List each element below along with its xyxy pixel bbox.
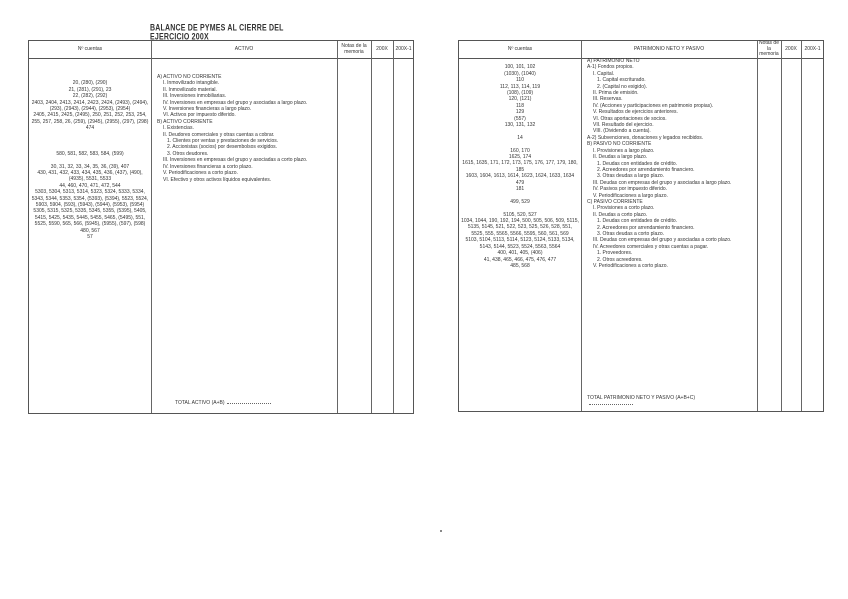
account-code: 57 (87, 234, 93, 241)
balance-line: III. Inversiones en empresas del grupo y asociadas a corto plazo. (163, 157, 308, 164)
account-code: 480, 567 (80, 227, 100, 234)
total-activo: TOTAL ACTIVO (A+B) (175, 400, 271, 406)
dotted-leader (227, 403, 271, 404)
header-account: Nº cuentas (507, 45, 533, 52)
header-pasivo: PATRIMONIO NETO Y PASIVO (633, 45, 705, 52)
account-code: 5103, 5104, 5113, 5114, 5123, 5124, 5133, 5134, 5143, 5144, 5523, 5524, 5563, 5564 (465, 237, 575, 250)
account-code: 580, 581, 582, 583, 584, (599) (56, 150, 124, 157)
account-code: (1030), (1040) (504, 70, 536, 77)
account-code: 100, 101, 102 (504, 64, 536, 71)
header-account: Nº cuentas (77, 45, 103, 52)
pasivo-header (459, 41, 823, 59)
balance-line: VII. Resultado del ejercicio. (593, 122, 654, 129)
header-prev-year: 200X-1 (804, 45, 821, 52)
account-code: 14 (517, 134, 523, 141)
balance-line: IV. (Acciones y participaciones en patrimonio propias). (593, 102, 714, 109)
account-code: 479 (515, 179, 525, 186)
page-title: BALANCE DE PYMES AL CIERRE DEL EJERCICIO 200X (150, 24, 284, 43)
balance-line: VI. Otras aportaciones de socios. (593, 115, 667, 122)
balance-line: V. Periodificaciones a largo plazo. (593, 192, 668, 199)
header-year: 200X (376, 45, 388, 52)
account-code: (108), (109) (506, 90, 534, 97)
pasivo-body (459, 58, 823, 411)
account-code: 5303, 5304, 5313, 5314, 5323, 5324, 5333, 5334, 5343, 5344, 5353, 5354, (5393), (5394), 5523, 5524, 5903, 5904, (593), (5943), (5944), (5953), (5954) (31, 189, 149, 209)
balance-line: 2. Acreedores por arrendamiento financiero. (597, 224, 695, 231)
balance-line: 2. Acreedores por arrendamiento financiero. (597, 166, 695, 173)
balance-line: V. Periodificaciones a corto plazo. (163, 170, 238, 177)
header-activo: ACTIVO (234, 45, 254, 52)
account-code: 1603, 1604, 1613, 1614, 1623, 1624, 1633, 1634 (465, 173, 575, 180)
activo-table (28, 40, 414, 414)
balance-line: I. Existencias. (163, 125, 194, 132)
balance-line: A-2) Subvenciones, donaciones y legados recibidos. (587, 134, 704, 141)
balance-line: II. Prima de emisión. (593, 90, 639, 97)
account-code: 130, 131, 132 (504, 122, 536, 129)
account-code: 20, (280), (290) (72, 80, 108, 87)
account-code: 120, (121) (508, 96, 532, 103)
total-pasivo: TOTAL PATRIMONIO NETO Y PASIVO (A+B+C) (587, 395, 695, 408)
balance-line: III. Reservas. (593, 96, 623, 103)
balance-line: III. Deudas con empresas del grupo y asociadas a corto plazo. (593, 237, 732, 244)
balance-line: V. Resultados de ejercicios anteriores. (593, 109, 678, 116)
balance-line: I. Inmovilizado intangible. (163, 80, 220, 87)
account-code: 30, 31, 32, 33, 34, 35, 36, (39), 407 (50, 163, 130, 170)
account-code: 44, 460, 470, 471, 472, 544 (59, 182, 121, 189)
balance-line: IV. Pasivos por impuesto diferido. (593, 186, 668, 193)
balance-line: III. Deudas con empresas del grupo y asociadas a largo plazo. (593, 179, 732, 186)
account-code: 1615, 1635, 171, 172, 173, 175, 176, 177, 179, 180, 185 (462, 160, 578, 173)
balance-line: A) ACTIVO NO CORRIENTE (157, 74, 222, 80)
balance-line: 2. Accionistas (socios) por desembolsos exigidos. (167, 144, 278, 151)
account-code: 1625, 174 (508, 154, 532, 161)
balance-line: B) PASIVO NO CORRIENTE (587, 141, 652, 148)
balance-line: A-1) Fondos propios. (587, 64, 634, 71)
header-year: 200X (785, 45, 797, 52)
account-code: 41, 438, 465, 466, 475, 476, 477 (483, 256, 557, 263)
account-code: 430, 431, 432, 433, 434, 435, 436, (437), (490), (4935), 5531, 5533 (37, 170, 143, 183)
balance-line: 1. Capital escriturado. (597, 77, 646, 84)
balance-line: IV. Inversiones en empresas del grupo y asociadas a largo plazo. (163, 99, 308, 106)
header-notas: Notas de la memoria (341, 43, 367, 55)
balance-line: II. Inmovilizado material. (163, 86, 217, 93)
activo-account-column (31, 74, 149, 240)
header-prev-year: 200X-1 (395, 45, 412, 52)
balance-line: V. Periodificaciones a corto plazo. (593, 263, 668, 269)
account-code: 129 (515, 109, 525, 116)
account-code: 2403, 2404, 2413, 2414, 2423, 2424, (2493), (2494), (293), (2943), (2944), (2953), (2954) (31, 99, 149, 113)
activo-header (29, 41, 413, 59)
page-speck (440, 530, 442, 532)
balance-line: I. Provisiones a corto plazo. (593, 205, 655, 212)
balance-line: V. Inversiones financieras a largo plazo. (163, 106, 252, 113)
activo-label-column (157, 74, 333, 183)
balance-line: II. Deudas a largo plazo. (593, 154, 648, 161)
balance-line: VI. Activos por impuesto diferido. (163, 112, 236, 119)
balance-line: IV. Acreedores comerciales y otras cuentas a pagar. (593, 243, 709, 250)
dotted-leader (589, 404, 633, 405)
account-code: 400, 401, 405, (406) (497, 250, 543, 257)
balance-line: 3. Otros deudores. (167, 150, 209, 157)
balance-line: C) PASIVO CORRIENTE (587, 198, 643, 205)
account-code: 181 (515, 186, 525, 193)
balance-line: VIII. (Dividendo a cuenta). (593, 128, 651, 135)
balance-line: VI. Efectivo y otros activos líquidos equivalentes. (163, 176, 272, 183)
pasivo-label-column (587, 58, 753, 269)
balance-line: 3. Otras deudas a largo plazo. (597, 173, 664, 180)
balance-line: 1. Clientes por ventas y prestaciones de servicios. (167, 138, 279, 145)
balance-line: 2. Otros acreedores. (597, 256, 643, 263)
account-code: 5105, 520, 527 (503, 211, 537, 218)
account-code: 110 (516, 77, 524, 84)
activo-body (29, 58, 413, 413)
account-code: 22, (282), (292) (72, 93, 108, 100)
account-code: 160, 170 (510, 147, 530, 154)
account-code: 485, 568 (510, 262, 530, 269)
account-code: 118 (516, 102, 524, 109)
balance-line: A) PATRIMONIO NETO (587, 58, 640, 64)
balance-line: I. Capital. (593, 70, 615, 77)
balance-line: 1. Deudas con entidades de crédito. (597, 218, 678, 225)
account-code: 5305, 5315, 5325, 5335, 5345, 5355, (5395), 5405, 5415, 5425, 5435, 5445, 5455, 5465, (5495), 551, 5525, 5590, 565, 566, (5945), (5955), (597), (598) (33, 208, 147, 228)
balance-line: 2. (Capital no exigido). (597, 83, 648, 90)
balance-line: 1. Deudas con entidades de crédito. (597, 160, 678, 167)
account-code: 474 (85, 125, 95, 132)
balance-line: III. Inversiones inmobiliarias. (163, 93, 227, 100)
account-code: 1034, 1044, 190, 192, 194, 500, 505, 506, 509, 5115, 5135, 5145, 521, 522, 523, 525, 526, 528, 551, 5525, 555, 5565, 5566, 5595, 560, 561, 569 (461, 218, 579, 237)
balance-line: I. Provisiones a largo plazo. (593, 147, 655, 154)
account-code: 499, 529 (510, 198, 530, 205)
account-code: 2405, 2415, 2425, (2495), 250, 251, 252, 253, 254, 255, 257, 258, 26, (259), (2945), (2955), (297), (298) (31, 112, 149, 125)
pasivo-account-column (461, 58, 579, 269)
pasivo-table (458, 40, 824, 412)
balance-line: B) ACTIVO CORRIENTE (157, 118, 213, 125)
account-code: 21, (281), (291), 23 (68, 86, 112, 93)
balance-line: II. Deudores comerciales y otras cuentas a cobrar. (163, 131, 275, 138)
account-code: (557) (514, 115, 526, 122)
balance-line: 3. Otras deudas a corto plazo. (597, 230, 664, 237)
balance-line: II. Deudas a corto plazo. (593, 211, 648, 218)
header-notas: Notas de la memoria (758, 40, 779, 58)
balance-line: 1. Proveedores. (597, 250, 633, 257)
account-code: 112, 113, 114, 119 (499, 83, 541, 90)
balance-line: IV. Inversiones financieras a corto plazo. (163, 163, 253, 170)
